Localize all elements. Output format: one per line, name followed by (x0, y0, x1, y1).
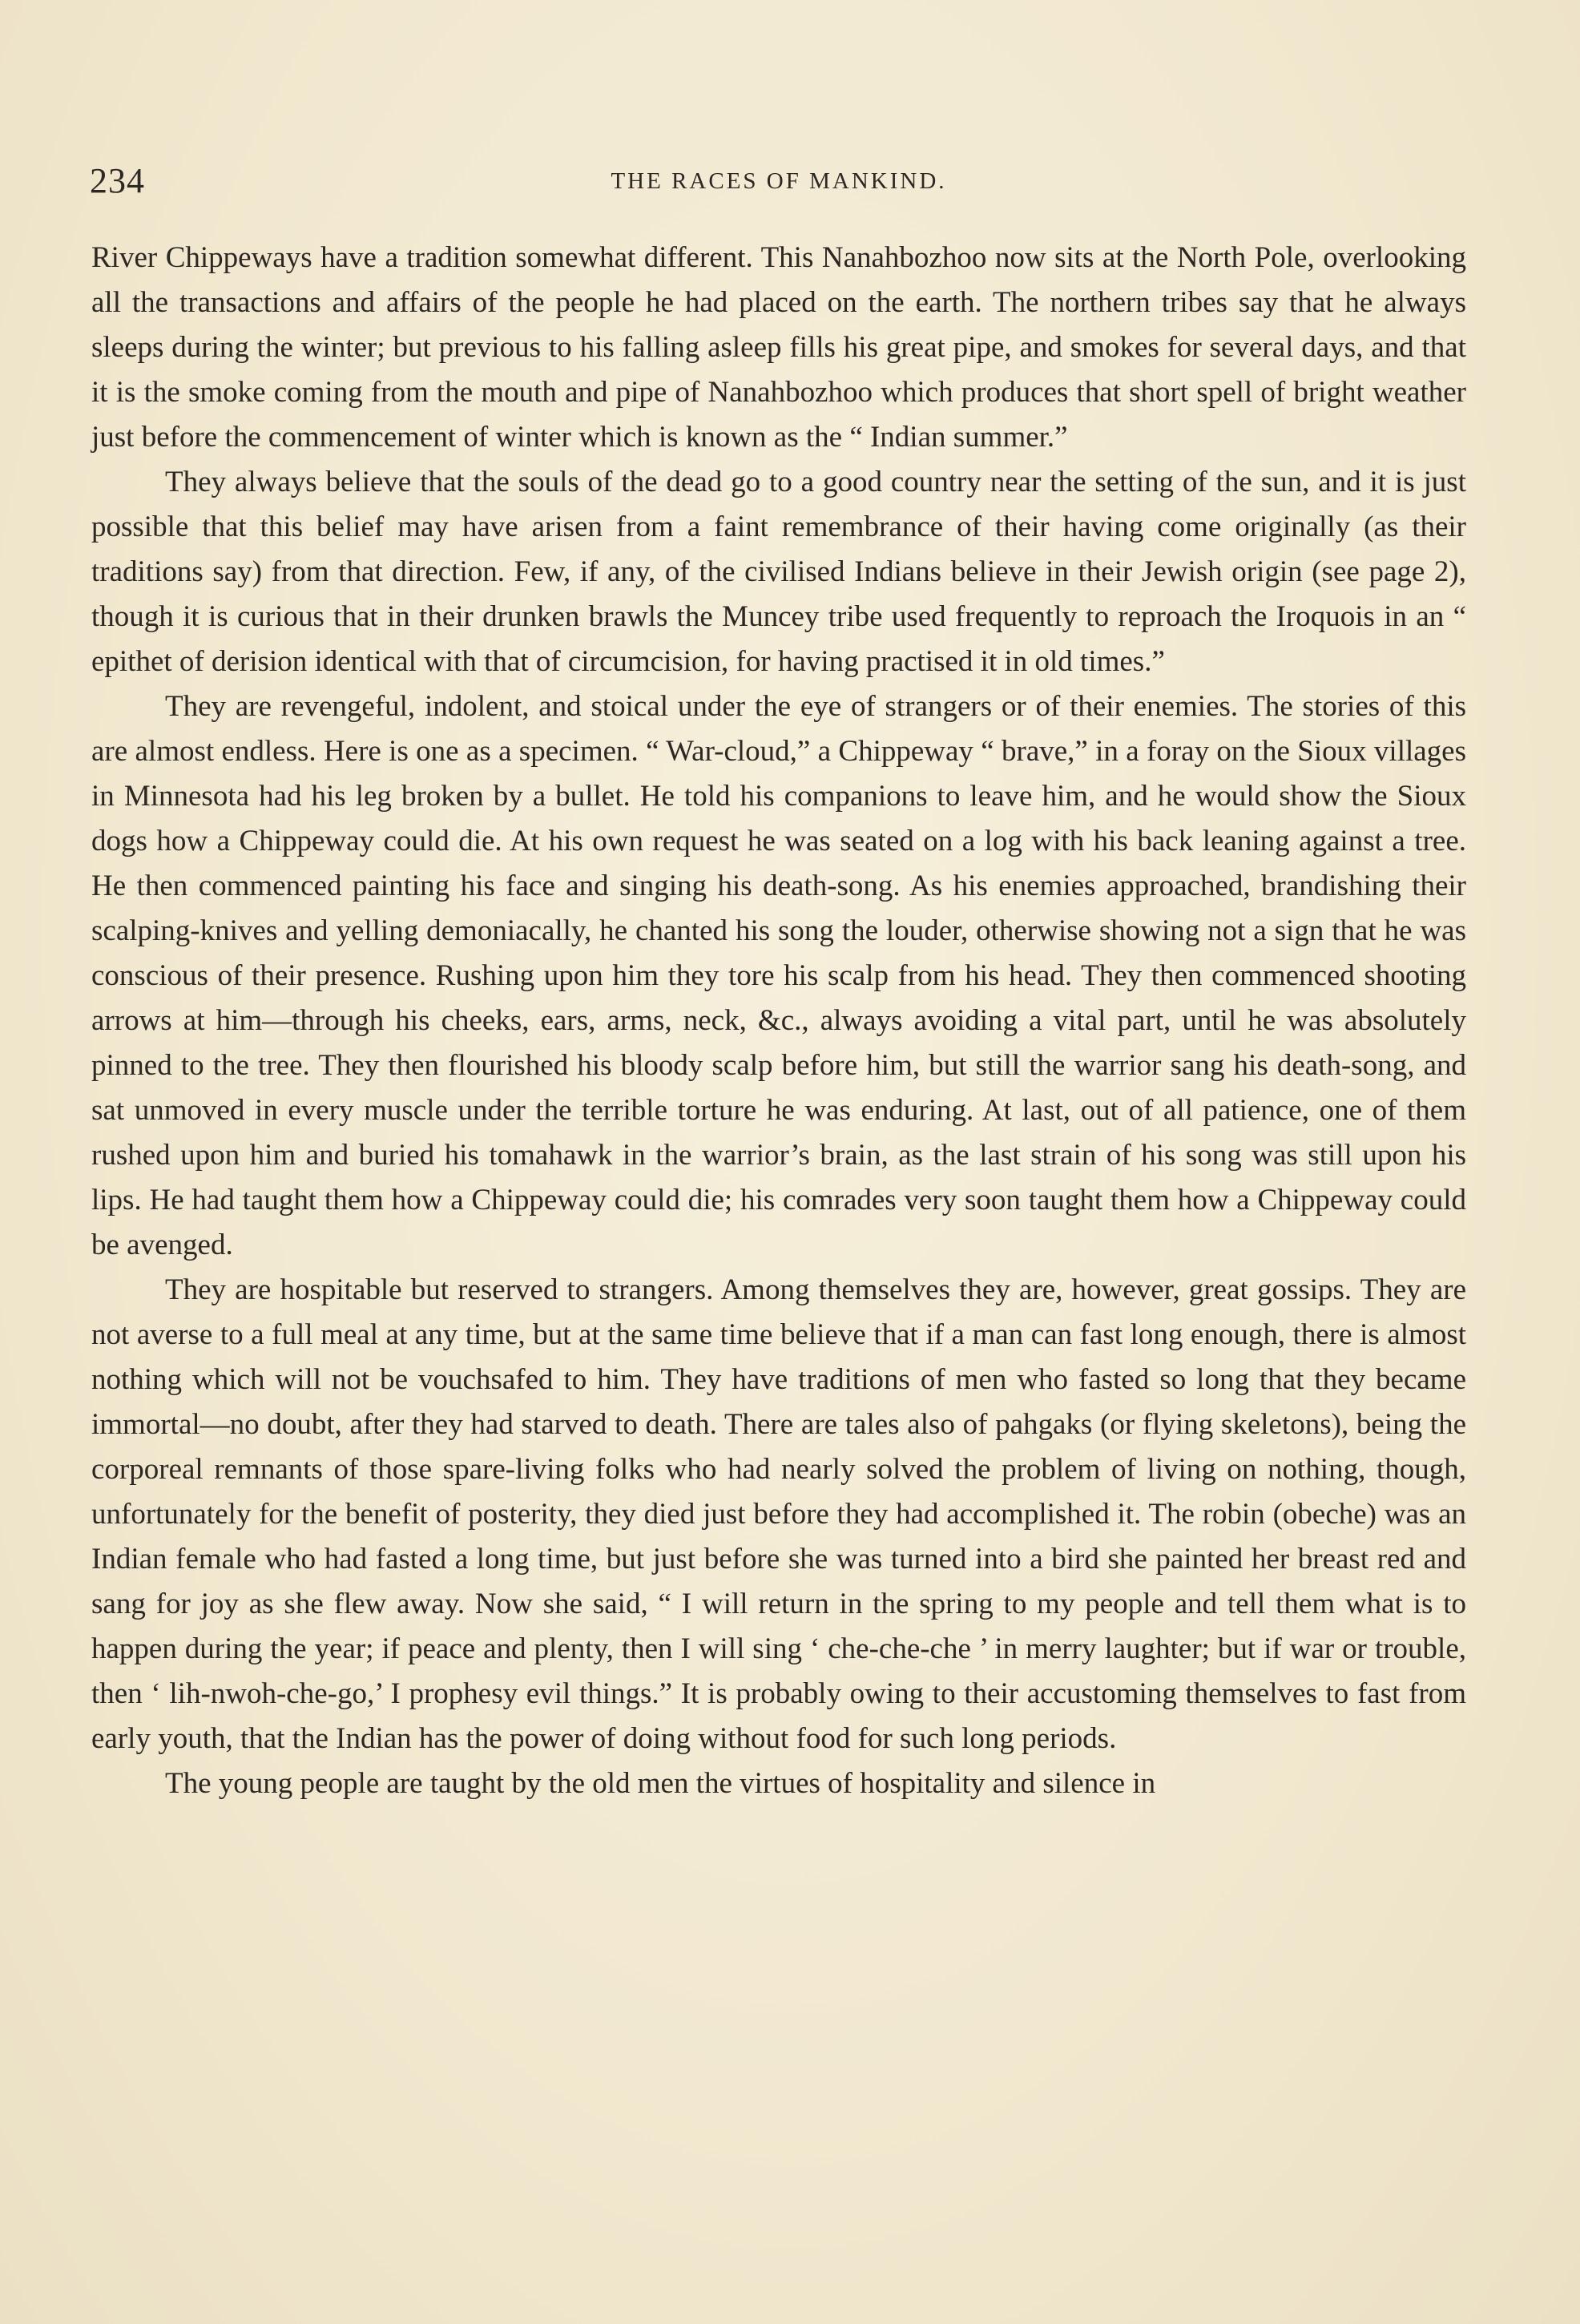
paragraph: The young people are taught by the old men the virtues of hospitality and silence in (165, 1767, 1156, 1800)
paragraph: They are hospitable but reserved to strangers. Among themselves they are, however, great gossips. They are not averse to a full meal at any time, but at the same time believe that if a man can fast long enough, there is almost nothing which will not be vouchsafed to him. They have traditions of men who fasted so long that they became immortal—no doubt, after they had starved to death. There are tales also of pahgaks (or flying skeletons), being the corporeal remnants of those spare-living folks who had nearly solved the problem of living on nothing, though, unfortunately for the benefit of posterity, they died just before they had accomplished it. The robin (obeche) was an Indian female who had fasted a long time, but just before she was turned into a bird she painted her breast red and sang for joy as she flew away. Now she said, “ I will return in the spring to my people and tell them what is to happen during the year; if peace and plenty, then I will sing ‘ che-che-che ’ in merry laughter; but if war or trouble, then ‘ lih-nwoh-che-go,’ I prophesy evil things.” It is probably owing to their accustoming themselves to fast from early youth, that the Indian has the power of doing without food for such long periods. (91, 1273, 1466, 1755)
page-number: 234 (90, 161, 145, 200)
running-head: THE RACES OF MANKIND. (611, 168, 947, 194)
paragraph: They are revengeful, indolent, and stoical under the eye of strangers or of their enemies. The stories of this are almost endless. Here is one as a specimen. “ War-cloud,” a Chippeway “ brave,” in a foray on the Sioux villages in Minnesota had his leg broken by a bullet. He told his companions to leave him, and he would show the Sioux dogs how a Chippeway could die. At his own request he was seated on a log with his back leaning against a tree. He then commenced painting his face and singing his death-song. As his enemies approached, brandishing their scalping-knives and yelling demoniacally, he chanted his song the louder, otherwise showing not a sign that he was conscious of their presence. Rushing upon him they tore his scalp from his head. They then commenced shooting arrows at him—through his cheeks, ears, arms, neck, &c., always avoiding a vital part, until he was absolutely pinned to the tree. They then flourished his bloody scalp before him, but still the warrior sang his death-song, and sat unmoved in every muscle under the terrible torture he was enduring. At last, out of all patience, one of them rushed upon him and buried his tomahawk in the warrior’s brain, as the last strain of his song was still upon his lips. He had taught them how a Chippeway could die; his comrades very soon taught them how a Chippeway could be avenged. (91, 690, 1466, 1261)
paragraph-continuation: River Chippeways have a tradition somewhat different. This Nanahbozhoo now sits at the North Pole, overlooking all the transactions and affairs of the people he had placed on the earth. The northern tribes say that he always sleeps during the winter; but previous to his falling asleep fills his great pipe, and smokes for several days, and that it is the smoke coming from the mouth and pipe of Nanahbozhoo which produces that short spell of bright weather just before the commencement of winter which is known as the “ Indian summer.” (91, 241, 1466, 454)
paragraph: They always believe that the souls of the dead go to a good country near the setting of the sun, and it is just possible that this belief may have arisen from a faint remembrance of their having come originally (as their traditions say) from that direction. Few, if any, of the civilised Indians believe in their Jewish origin (see page 2), though it is curious that in their drunken brawls the Muncey tribe used frequently to reproach the Iroquois in an “ epithet of derision identical with that of circumcision, for having practised it in old times.” (91, 466, 1466, 678)
body-text (91, 236, 1466, 1806)
page-header (90, 160, 1468, 199)
